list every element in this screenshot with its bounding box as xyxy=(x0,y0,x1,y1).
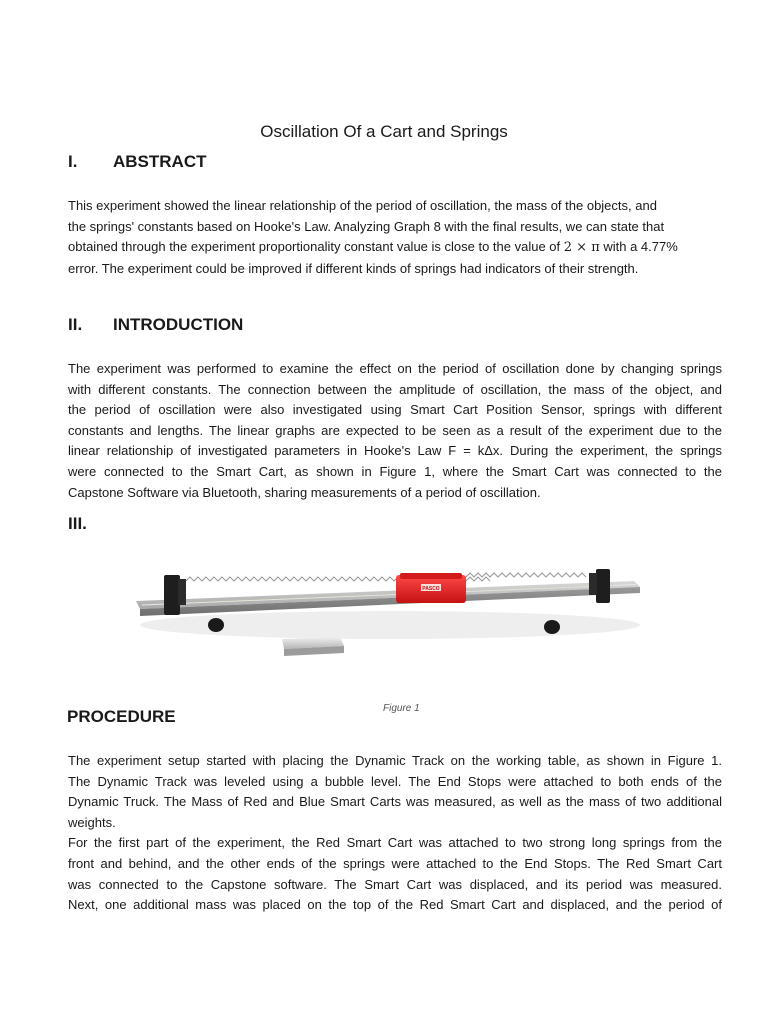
introduction-number: II. xyxy=(68,315,83,334)
procedure-line: Dynamic Truck. The Mass of Red and Blue Smart Carts was measured, as well as the mass of two additional xyxy=(68,794,722,810)
figure-caption: Figure 1 xyxy=(383,703,420,714)
two-pi-formula: 2 × π xyxy=(563,240,600,256)
right-foot xyxy=(544,620,560,634)
introduction-line: with different constants. The connection between the amplitude of oscillation, the mass of the object, and xyxy=(68,381,722,397)
introduction-line: The experiment was performed to examine the effect on the period of oscillation done by changing springs xyxy=(68,361,722,376)
introduction-line: linear relationship of investigated parameters in Hooke's Law F = kΔx. During the experiment, the springs xyxy=(68,443,722,459)
procedure-line: The experiment setup started with placing the Dynamic Track on the working table, as shown in Figure 1. xyxy=(68,753,722,768)
procedure-line: For the first part of the experiment, the Red Smart Cart was attached to two strong long springs from the xyxy=(68,835,722,851)
introduction-line: were connected to the Smart Cart, as shown in Figure 1, where the Smart Cart was connected to the xyxy=(68,463,722,479)
procedure-number: III. xyxy=(68,514,87,533)
introduction-paragraph xyxy=(68,359,722,503)
figure-1-image xyxy=(134,513,646,663)
procedure-paragraph xyxy=(68,751,722,916)
abstract-number: I. xyxy=(68,152,78,171)
abstract-line: This experiment showed the linear relationship of the period of oscillation, the mass of the objects, and xyxy=(68,198,657,213)
abstract-line: the springs' constants based on Hooke's Law. Analyzing Graph 8 with the final results, we can state that xyxy=(68,218,665,234)
procedure-title: PROCEDURE xyxy=(67,707,176,722)
abstract-line-text: obtained through the experiment proportionality constant value is close to the value of xyxy=(68,239,564,255)
abstract-line xyxy=(68,237,722,259)
abstract-line: error. The experiment could be improved if different kinds of springs had indicators of their strength. xyxy=(68,260,639,276)
document-title: Oscillation Of a Cart and Springs xyxy=(260,122,508,141)
introduction-line: the period of oscillation were also investigated using Smart Cart Position Sensor, springs with different xyxy=(68,402,722,418)
left-end-stop xyxy=(164,575,180,615)
abstract-heading xyxy=(68,152,207,172)
procedure-number-heading xyxy=(68,514,113,534)
procedure-line: front and behind, and the other ends of the springs were attached to the End Stops. The Red Smart Cart xyxy=(68,855,722,871)
abstract-paragraph xyxy=(68,196,722,279)
procedure-line: weights. xyxy=(68,814,116,830)
abstract-line-text: with a 4.77% xyxy=(599,239,678,255)
left-foot xyxy=(208,618,224,632)
procedure-line: Next, one additional mass was placed on the top of the Red Smart Cart and displaced, and the period of xyxy=(68,897,722,913)
abstract-title: ABSTRACT xyxy=(113,152,207,171)
introduction-title: INTRODUCTION xyxy=(113,315,244,334)
introduction-line: Capstone Software via Bluetooth, sharing measurements of a period of oscillation. xyxy=(68,484,541,500)
introduction-line: constants and lengths. The linear graphs are expected to be seen as a result of the experiment due to the xyxy=(68,422,722,438)
introduction-heading xyxy=(68,315,243,335)
cart-brand-label: PASCO xyxy=(422,586,440,592)
right-end-stop xyxy=(596,569,610,603)
procedure-line: was connected to the Capstone software. The Smart Cart was displaced, and its period was measured. xyxy=(68,876,722,892)
procedure-line: The Dynamic Track was leveled using a bubble level. The End Stops were attached to both ends of the xyxy=(68,773,722,789)
